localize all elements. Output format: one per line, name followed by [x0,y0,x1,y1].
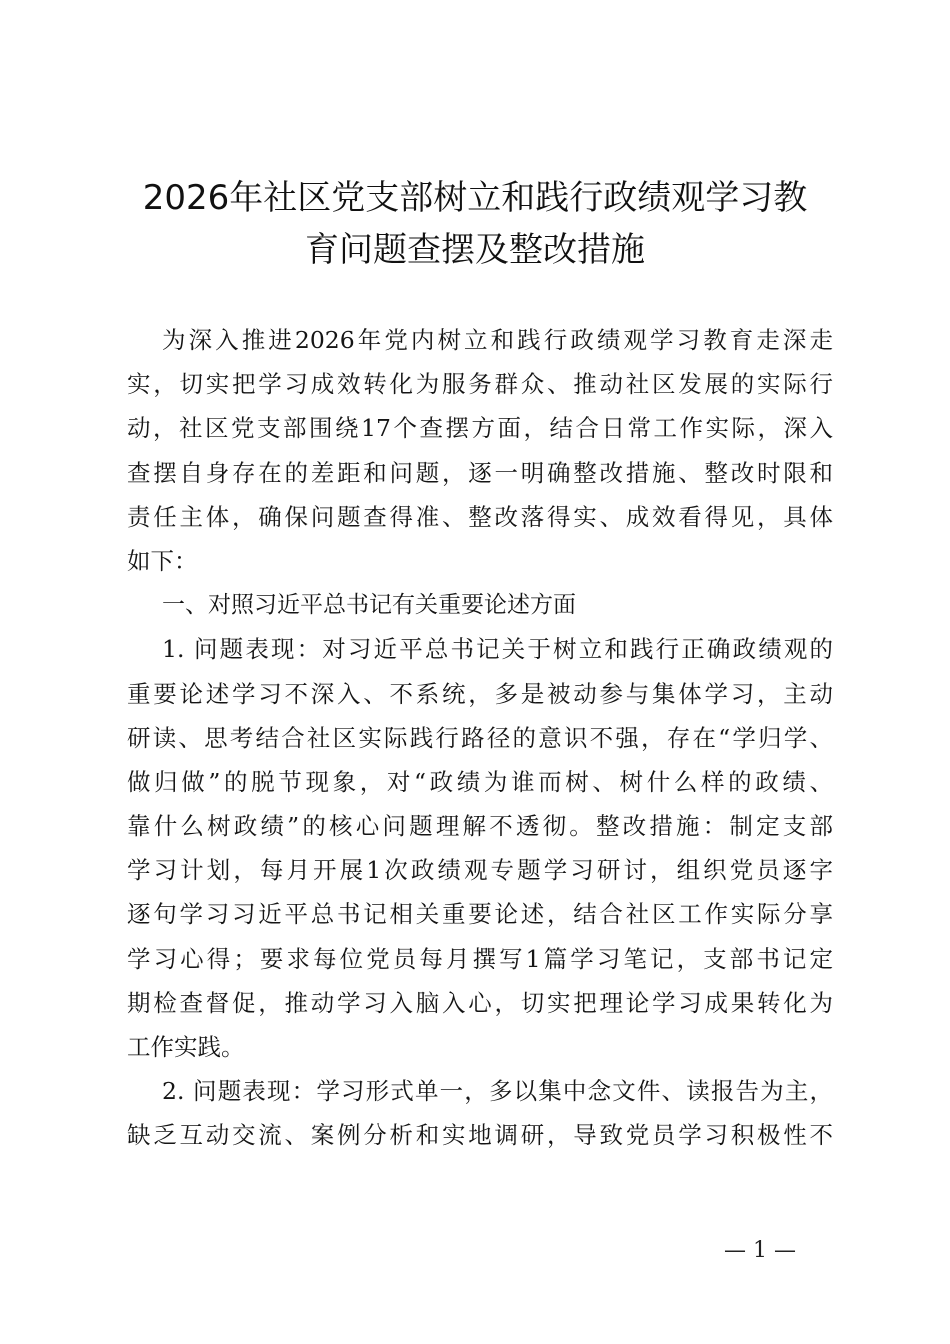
item-line: 重要论述学习不深入、不系统，多是被动参与集体学习，主动 [127,679,833,708]
item-line: 缺乏互动交流、案例分析和实地调研，导致党员学习积极性不 [127,1121,833,1150]
intro-line: 为深入推进2026年党内树立和践行政绩观学习教育走深走 [162,326,833,354]
item-1-paragraph [127,627,833,1069]
item-line: 做归做”的脱节现象，对“政绩为谁而树、树什么样的政绩、 [127,767,833,796]
item-line: 靠什么树政绩”的核心问题理解不透彻。整改措施：制定支部 [127,812,833,841]
intro-line: 责任主体，确保问题查得准、整改落得实、成效看得见，具体 [127,502,833,531]
section-heading: 一、对照习近平总书记有关重要论述方面 [162,592,576,619]
title-line-2: 育问题查摆及整改措施 [305,230,645,270]
title-line-1: 2026年社区党支部树立和践行政绩观学习教 [142,178,808,218]
intro-paragraph [127,318,833,583]
item-line: 2. 问题表现：学习形式单一，多以集中念文件、读报告为主， [162,1077,833,1106]
intro-line: 动，社区党支部围绕17个查摆方面，结合日常工作实际，深入 [127,414,833,443]
item-line: 逐句学习习近平总书记相关重要论述，结合社区工作实际分享 [127,900,833,929]
item-line: 学习计划，每月开展1次政绩观专题学习研讨，组织党员逐字 [127,856,833,885]
item-line: 期检查督促，推动学习入脑入心，切实把理论学习成果转化为 [127,988,833,1017]
item-line: 学习心得；要求每位党员每月撰写1篇学习笔记，支部书记定 [127,944,833,973]
page-number: — 1 — [724,1238,796,1263]
document-title [100,172,850,276]
document-body [127,318,833,1158]
intro-line: 如下： [127,546,198,575]
item-2-paragraph [127,1069,833,1157]
item-line: 1. 问题表现：对习近平总书记关于树立和践行正确政绩观的 [162,635,833,664]
intro-line: 查摆自身存在的差距和问题，逐一明确整改措施、整改时限和 [127,458,833,487]
intro-line: 实，切实把学习成效转化为服务群众、推动社区发展的实际行 [127,370,833,399]
item-line: 工作实践。 [127,1033,245,1061]
item-line: 研读、思考结合社区实际践行路径的意识不强，存在“学归学、 [127,723,833,752]
